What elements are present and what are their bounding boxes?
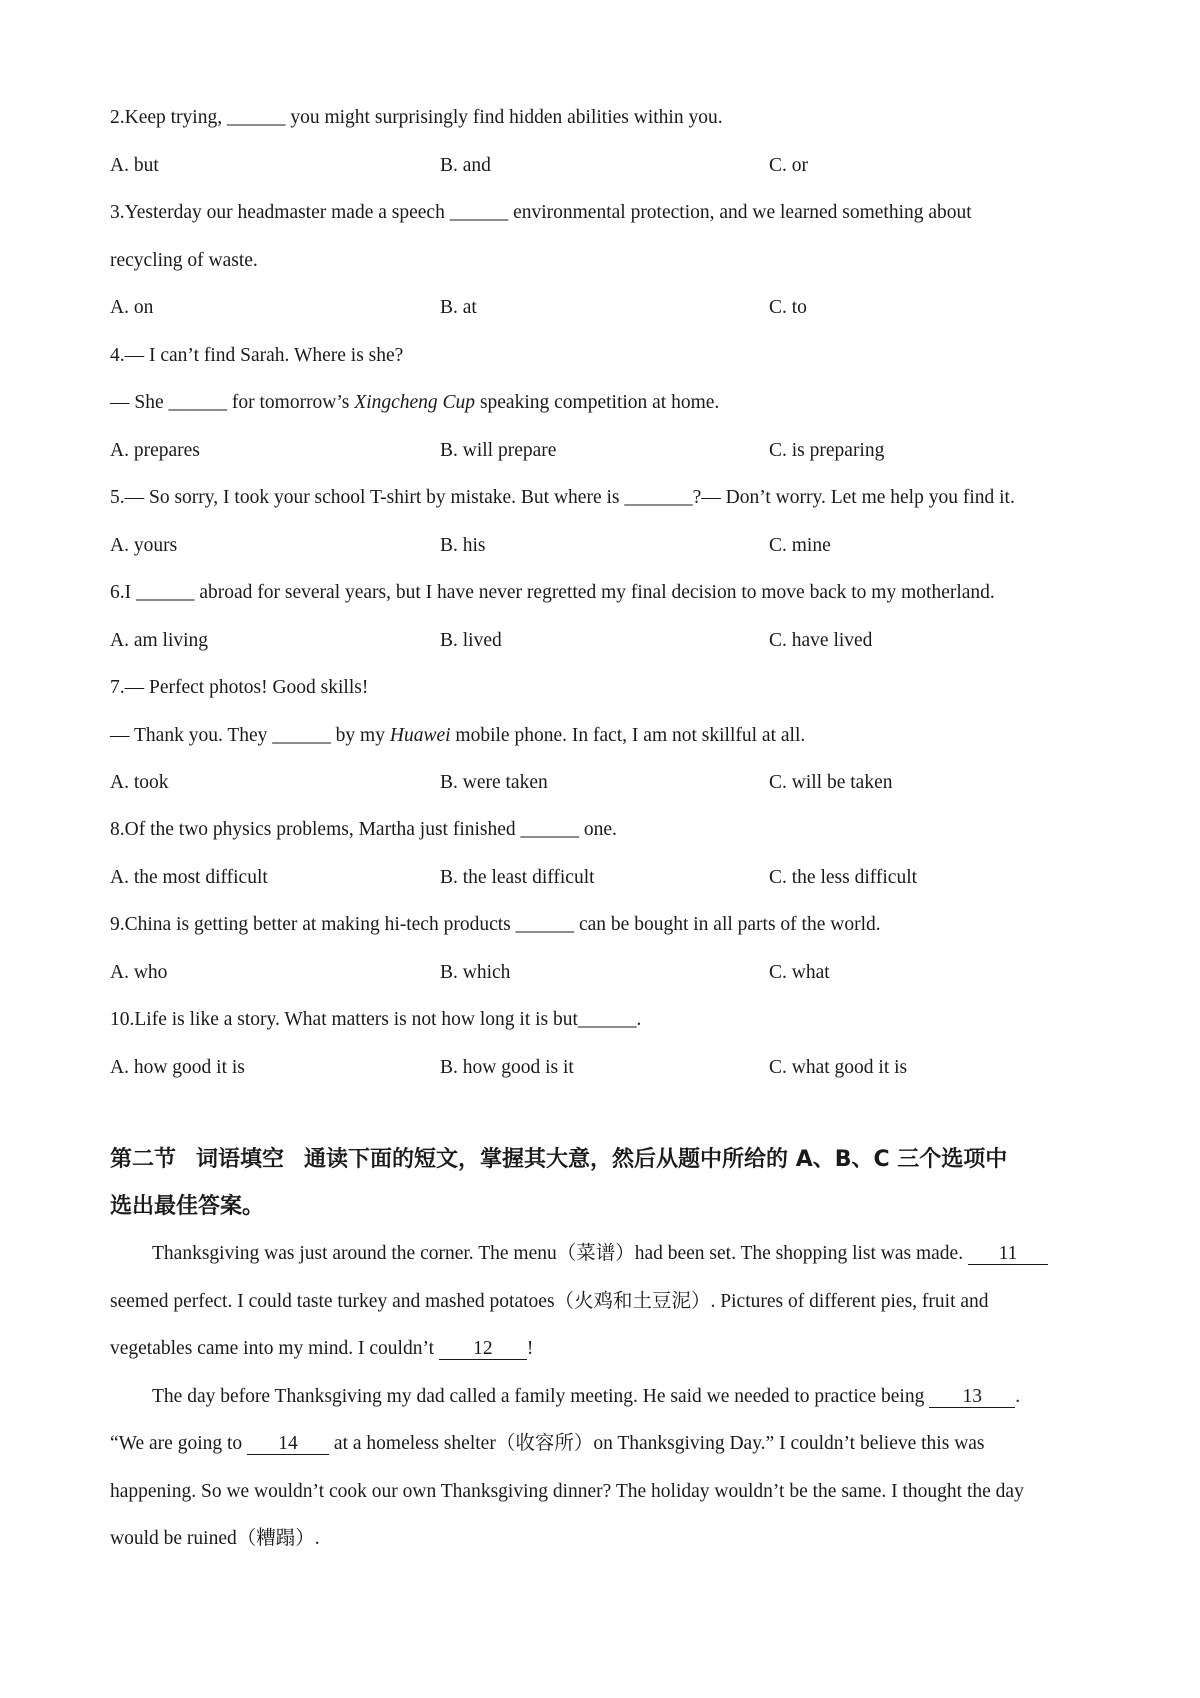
question-3-options [0, 296, 1200, 320]
passage-p2-line2 [110, 1432, 985, 1456]
passage-text: “We are going to [110, 1433, 248, 1454]
passage-p2-line1 [152, 1385, 1020, 1409]
section-heading [110, 1146, 1007, 1174]
option-a: A. am living [110, 630, 209, 651]
question-6-options [0, 629, 1200, 653]
question-7-reply [110, 724, 805, 748]
question-7 [110, 676, 368, 700]
option-b: B. at [440, 297, 477, 318]
question-text: Life is like a story. What matters is not how long it is but______. [134, 1009, 642, 1030]
question-5-options [0, 534, 1200, 558]
question-8 [110, 818, 617, 842]
blank-14: 14 [247, 1434, 329, 1455]
question-text: Keep trying, ______ you might surprisingly find hidden abilities within you. [124, 107, 723, 128]
passage-text-end: at a homeless shelter（收容所）on Thanksgiving Day.” I couldn’t believe this was [329, 1433, 985, 1454]
question-number: 6. [110, 582, 125, 603]
option-a: A. how good it is [110, 1057, 245, 1078]
option-b: B. were taken [440, 772, 548, 793]
question-4-reply [110, 391, 719, 415]
question-8-options [0, 866, 1200, 890]
option-c: C. mine [769, 535, 831, 556]
question-text: Yesterday our headmaster made a speech ______ environmental protection, and we learned something about [124, 202, 972, 223]
blank-11: 11 [968, 1244, 1048, 1265]
option-a: A. prepares [110, 440, 200, 461]
section-name: 词语填空 [196, 1147, 285, 1172]
question-7-options [0, 771, 1200, 795]
question-text: — So sorry, I took your school T-shirt by mistake. But where is _______?— Don’t worry. Let me help you find it. [124, 487, 1015, 508]
reply-text-end: mobile phone. In fact, I am not skillful at all. [450, 725, 806, 746]
option-b: B. how good is it [440, 1057, 574, 1078]
section-heading-continued: 选出最佳答案。 [110, 1194, 265, 1219]
question-6 [110, 581, 995, 605]
reply-text-end: speaking competition at home. [475, 392, 720, 413]
option-c: C. what good it is [769, 1057, 908, 1078]
reply-italic: Huawei [389, 725, 451, 746]
reply-italic: Xingcheng Cup [354, 392, 476, 413]
question-9-options [0, 961, 1200, 985]
passage-text: Thanksgiving was just around the corner. The menu（菜谱）had been set. The shopping list was made. [152, 1243, 968, 1264]
passage-p1-line3 [110, 1337, 533, 1361]
passage-text-end: ! [526, 1338, 534, 1359]
question-text: I ______ abroad for several years, but I have never regretted my final decision to move back to my motherland. [124, 582, 995, 603]
option-a: A. who [110, 962, 168, 983]
question-number: 5. [110, 487, 125, 508]
section-number: 第二节 [110, 1147, 177, 1172]
question-number: 4. [110, 345, 125, 366]
question-3-continued: recycling of waste. [110, 250, 258, 271]
question-number: 10. [110, 1009, 135, 1030]
option-b: B. will prepare [440, 440, 557, 461]
question-text: Of the two physics problems, Martha just finished ______ one. [124, 819, 617, 840]
reply-text: — Thank you. They ______ by my [110, 725, 390, 746]
question-2 [110, 106, 723, 130]
question-number: 7. [110, 677, 125, 698]
question-2-options [0, 154, 1200, 178]
option-c: C. what [769, 962, 830, 983]
question-text: China is getting better at making hi-tech products ______ can be bought in all parts of the world. [124, 914, 881, 935]
option-b: B. the least difficult [440, 867, 595, 888]
reply-text: — She ______ for tomorrow’s [110, 392, 355, 413]
question-5 [110, 486, 1015, 510]
question-10-options [0, 1056, 1200, 1080]
option-c: C. have lived [769, 630, 873, 651]
passage-text: The day before Thanksgiving my dad called a family meeting. He said we needed to practice being [152, 1386, 930, 1407]
passage-p2-line4: would be ruined（糟蹋）. [110, 1528, 320, 1549]
question-text: — Perfect photos! Good skills! [124, 677, 369, 698]
option-b: B. and [440, 155, 491, 176]
passage-p1-line1 [152, 1242, 1048, 1266]
option-a: A. the most difficult [110, 867, 268, 888]
option-a: A. but [110, 155, 159, 176]
question-number: 2. [110, 107, 125, 128]
option-c: C. or [769, 155, 808, 176]
question-10 [110, 1008, 641, 1032]
passage-p1-line2: seemed perfect. I could taste turkey and mashed potatoes（火鸡和土豆泥）. Pictures of different pies, fruit and [110, 1291, 989, 1312]
question-number: 9. [110, 914, 125, 935]
option-a: A. yours [110, 535, 178, 556]
question-4-options [0, 439, 1200, 463]
option-c: C. to [769, 297, 807, 318]
passage-text: vegetables came into my mind. I couldn’t [110, 1338, 439, 1359]
passage-p2-line3: happening. So we wouldn’t cook our own Thanksgiving dinner? The holiday wouldn’t be the same. I thought the day [110, 1481, 1024, 1502]
option-c: C. will be taken [769, 772, 893, 793]
option-b: B. lived [440, 630, 502, 651]
question-3 [110, 201, 972, 225]
option-c: C. is preparing [769, 440, 885, 461]
question-9 [110, 913, 881, 937]
option-a: A. took [110, 772, 169, 793]
section-instructions: 通读下面的短文，掌握其大意，然后从题中所给的 A、B、C 三个选项中 [304, 1147, 1008, 1172]
option-a: A. on [110, 297, 154, 318]
question-text: — I can’t find Sarah. Where is she? [124, 345, 404, 366]
blank-13: 13 [929, 1387, 1015, 1408]
option-c: C. the less difficult [769, 867, 918, 888]
option-b: B. his [440, 535, 486, 556]
question-4 [110, 344, 403, 368]
option-b: B. which [440, 962, 511, 983]
blank-12: 12 [439, 1339, 527, 1360]
question-number: 3. [110, 202, 125, 223]
question-number: 8. [110, 819, 125, 840]
passage-text-end: . [1015, 1386, 1021, 1407]
